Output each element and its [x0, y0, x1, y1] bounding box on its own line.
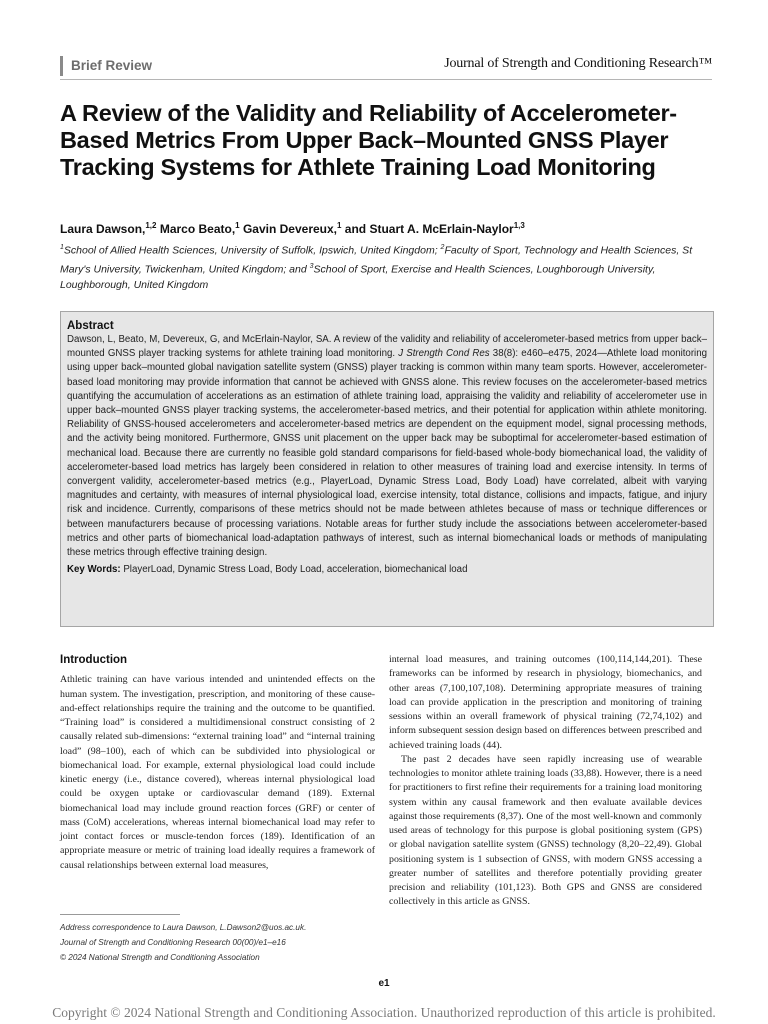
author-affiliation-marker: 1 [337, 221, 342, 230]
author-affiliation-marker: 1,3 [513, 221, 525, 230]
author-affiliation-marker: 1 [235, 221, 240, 230]
section-label: Brief Review [60, 56, 152, 76]
affiliations [60, 240, 712, 293]
footnotes [60, 920, 375, 965]
affiliation-text: School of Sport, Exercise and Health Sciences, Loughborough University, Loughborough, United Kingdom [60, 263, 656, 291]
running-header [60, 56, 712, 78]
abstract-citation-journal: J Strength Cond Res [398, 348, 490, 360]
abstract-box [60, 311, 714, 627]
author-list [60, 221, 712, 236]
abstract-citation-prefix: Dawson, L, Beato, M, Devereux, G, and McErlain-Naylor, SA. A review of the validity and reliability of accelerometer-based metrics from upper back–mounted GNSS player tracking systems for athlete training load monitoring. [67, 334, 707, 360]
footnote-divider [60, 914, 180, 915]
page-number: e1 [378, 978, 390, 989]
author-name: Marco Beato, [156, 222, 236, 236]
author-affiliation-marker: 1,2 [145, 221, 157, 230]
author-name: Laura Dawson, [60, 222, 146, 236]
author-name: and Stuart A. McErlain-Naylor [341, 222, 514, 236]
affiliation-text: School of Allied Health Sciences, University of Suffolk, Ipswich, United Kingdom; [63, 244, 441, 257]
body-paragraph: Athletic training can have various intended and unintended effects on the human system. The investigation, prescription, and monitoring of these cause-and-effect relationships require the training and the outcome to be quantified. “Training load” is considered a multidimensional construct consisting of 2 causally related sub-dimensions: “external training load” and “internal training load” (98–100), each of which can be subdivided into physiological or biomechanical load. For example, external physiological load could include kinetic energy (i.e., distance covered), whereas internal physiological load could be oxygen uptake or cardiovascular demand (189). External biomechanical load may include ground reaction forces (GRF) or center of mass (CoM) accelerations, whereas internal biomechanical load may refer to joint contact forces or muscle-tendon forces (189). Identification of an appropriate measure or metric of training load ideally requires a framework of causal relationships between external load measures, [60, 674, 375, 871]
journal-name: Journal of Strength and Conditioning Research™ [444, 56, 712, 71]
body-paragraph: internal load measures, and training outcomes (100,114,144,201). These frameworks can be informed by research in physiology, biomechanics, and other areas (7,100,107,108). Determining appropriate measures of training load can provide application in the prescription and monitoring of training sessions within an overall framework of physical training (72,74,102) and inform subsequent session design based on differences between prescribed and achieved training loads (44). [389, 654, 702, 751]
keywords-label: Key Words: [67, 564, 121, 576]
body-paragraph: The past 2 decades have seen rapidly increasing use of wearable technologies to monitor athlete training loads (33,88). However, there is a need for practitioners to first refine their requirements for a training load monitoring system within any causal framework and then evaluate available devices against those requirements (8,37). One of the most well-known and commonly used areas of technology for this purpose is global positioning system (GPS) or global navigation satellite system (GNSS) technology (8,20–22,49). Global positioning system is 1 subsection of GNSS, with modern GNSS accessing a greater number of satellites and therefore potentially providing greater precision and reliability (101,123). Both GPS and GNSS are considered collectively in this article as GNSS. [389, 753, 702, 908]
abstract-heading: Abstract [67, 320, 114, 332]
correspondence-note: Address correspondence to Laura Dawson, L.Dawson2@uos.ac.uk. [60, 923, 307, 932]
affiliation-marker: 1 [60, 244, 64, 251]
article-title: A Review of the Validity and Reliability of Accelerometer-Based Metrics From Upper Back–Mounted GNSS Player Tracking Systems for Athlete Training Load Monitoring [60, 100, 677, 180]
affiliation-text: Faculty of Sport, Technology and Health Sciences, St Mary's University, Twickenham, United Kingdom; and [60, 244, 693, 275]
keywords-text: PlayerLoad, Dynamic Stress Load, Body Load, acceleration, biomechanical load [120, 564, 468, 576]
affiliation-marker: 3 [309, 262, 314, 270]
body-column-left [60, 653, 375, 873]
abstract-text [67, 333, 707, 560]
abstract-citation-suffix: 38(8): e460–e475, 2024— [489, 348, 607, 360]
abstract-body: Athlete load monitoring using upper back–mounted global navigation satellite system (GNSS) player tracking is common within many team sports. However, accelerometer-based load monitoring may provide information that cannot be achieved with GNSS alone. This review focuses on the accelerometer-based metrics quantifying the accumulation of accelerations as an estimation of athlete training load, appraising the validity and reliability of accelerometer use in upper back–mounted GNSS player tracking systems, the accelerometer-based metrics, and their potential for application within athlete monitoring. Reliability of GNSS-housed accelerometers and accelerometer-based metrics are dependent on the equipment model, signal processing methods, and the activity being monitored. Furthermore, GNSS unit placement on the upper back may be suboptimal for accelerometer-based estimation of mechanical load. Because there are currently no feasible gold standard comparisons for field-based whole-body biomechanical load, the validity of accelerometer-based load metrics has largely been considered in relation to other measures of training load and exercise intensity. In terms of convergent validity, accelerometer-based metrics (e.g., PlayerLoad, Dynamic Stress Load, Body Load) have correlated, albeit with varying magnitudes and certainty, with measures of internal physiological load, exercise intensity, total distance, collisions and impacts, fatigue, and injury risk and incidence. Currently, comparisons of these metrics should not be made between athletes because of mass or technique differences or between manufacturers because of processing variations. Notable areas for further study include the associations between accelerometer-based metrics and other parts of biomechanical load-adaptation pathways of interest, such as internal biomechanical loads or methods of manipulating these metrics through effective training design. [67, 348, 707, 559]
copyright-note: © 2024 National Strength and Conditioning Association [60, 953, 260, 962]
copyright-banner: Copyright © 2024 National Strength and Conditioning Association. Unauthorized reproduction of this article is prohibited. [52, 1005, 716, 1020]
body-column-right [389, 653, 702, 910]
author-name: Gavin Devereux, [239, 222, 338, 236]
journal-reference: Journal of Strength and Conditioning Research 00(00)/e1–e16 [60, 938, 286, 947]
header-divider [60, 79, 712, 80]
affiliation-marker: 2 [440, 244, 445, 251]
introduction-heading: Introduction [60, 654, 128, 666]
keywords-line [67, 564, 707, 575]
